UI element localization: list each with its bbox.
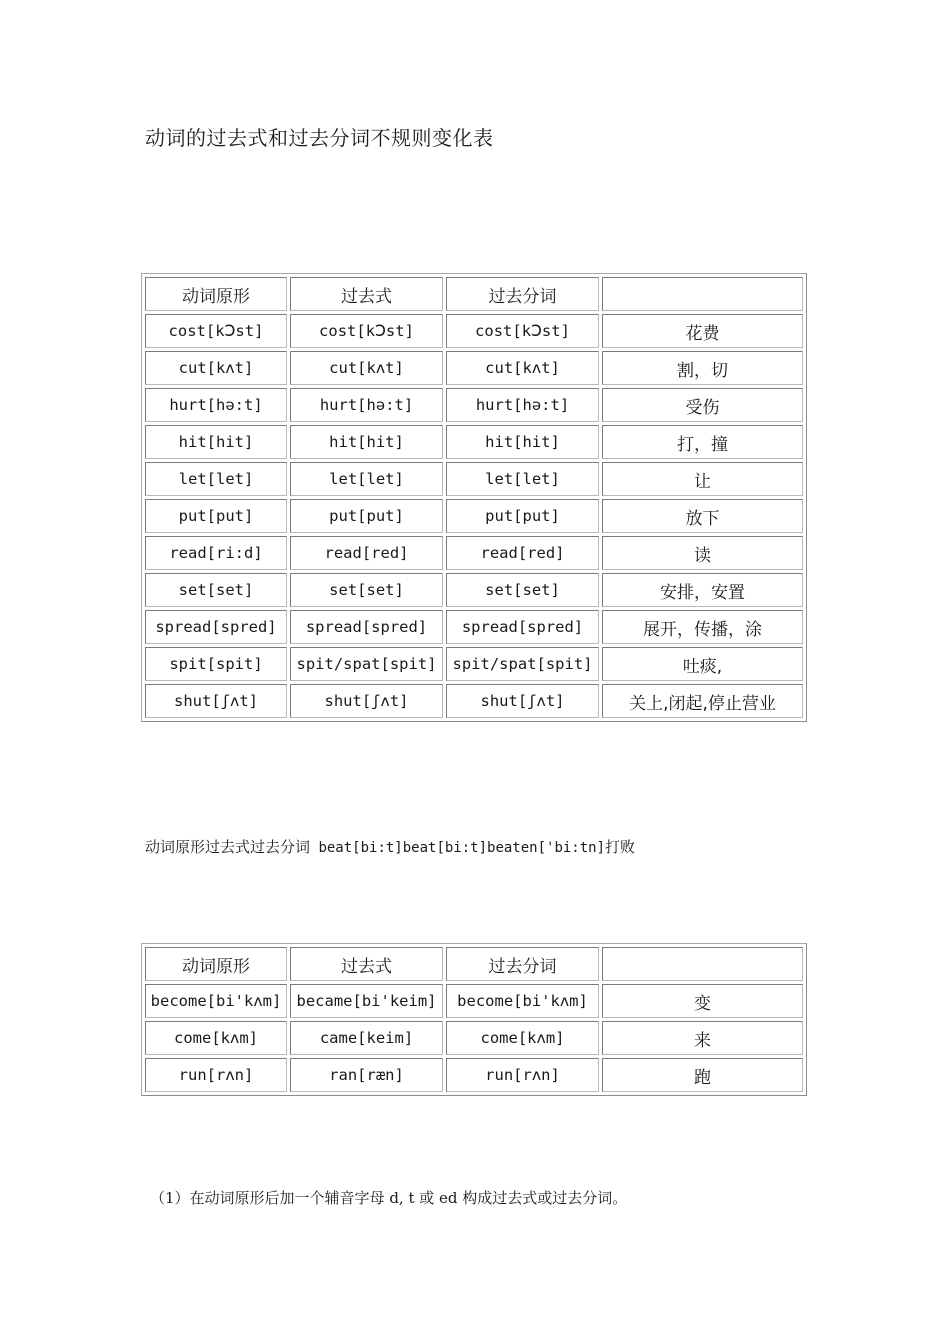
cell-past-participle: set[set] <box>446 573 599 607</box>
cell-base-form: let[let] <box>145 462 287 496</box>
cell-meaning: 变 <box>602 984 803 1018</box>
cell-meaning: 割，切 <box>602 351 803 385</box>
table-row <box>145 984 803 1018</box>
cell-meaning: 受伤 <box>602 388 803 422</box>
cell-meaning: 跑 <box>602 1058 803 1092</box>
cell-past-participle: put[put] <box>446 499 599 533</box>
cell-meaning: 安排，安置 <box>602 573 803 607</box>
cell-past-participle: become[bi'kʌm] <box>446 984 599 1018</box>
header-past-participle: 过去分词 <box>446 947 599 981</box>
cell-past-participle: spit/spat[spit] <box>446 647 599 681</box>
cell-base-form: come[kʌm] <box>145 1021 287 1055</box>
cell-past-tense: hit[hit] <box>290 425 443 459</box>
cell-past-participle: hit[hit] <box>446 425 599 459</box>
cell-past-participle: shut[ʃʌt] <box>446 684 599 718</box>
page-title: 动词的过去式和过去分词不规则变化表 <box>145 126 494 150</box>
header-past-tense: 过去式 <box>290 277 443 311</box>
header-base-form: 动词原形 <box>145 947 287 981</box>
cell-past-participle: cut[kʌt] <box>446 351 599 385</box>
cell-past-tense: read[red] <box>290 536 443 570</box>
cell-meaning: 让 <box>602 462 803 496</box>
header-past-tense: 过去式 <box>290 947 443 981</box>
cell-meaning: 来 <box>602 1021 803 1055</box>
header-base-form: 动词原形 <box>145 277 287 311</box>
cell-base-form: read[ri:d] <box>145 536 287 570</box>
cell-base-form: hurt[hə:t] <box>145 388 287 422</box>
rule-note: （1）在动词原形后加一个辅音字母 d, t 或 ed 构成过去式或过去分词。 <box>150 1189 628 1207</box>
cell-meaning: 吐痰, <box>602 647 803 681</box>
inline-phonetic-forms: beat[bi:t]beat[bi:t]beaten['bi:tn] <box>310 840 606 856</box>
cell-past-participle: come[kʌm] <box>446 1021 599 1055</box>
table-row <box>145 610 803 644</box>
cell-meaning: 花费 <box>602 314 803 348</box>
cell-past-participle: cost[kↃst] <box>446 314 599 348</box>
cell-meaning: 放下 <box>602 499 803 533</box>
table-row <box>145 388 803 422</box>
table-row <box>145 314 803 348</box>
table-header-row <box>145 277 803 311</box>
cell-past-tense: cut[kʌt] <box>290 351 443 385</box>
cell-base-form: spread[spred] <box>145 610 287 644</box>
cell-past-tense: came[keim] <box>290 1021 443 1055</box>
cell-past-tense: shut[ʃʌt] <box>290 684 443 718</box>
cell-past-tense: spread[spred] <box>290 610 443 644</box>
verb-table-2 <box>141 943 807 1096</box>
header-past-participle: 过去分词 <box>446 277 599 311</box>
cell-meaning: 读 <box>602 536 803 570</box>
cell-base-form: hit[hit] <box>145 425 287 459</box>
cell-past-tense: ran[ræn] <box>290 1058 443 1092</box>
table-header-row <box>145 947 803 981</box>
cell-base-form: spit[spit] <box>145 647 287 681</box>
cell-past-tense: let[let] <box>290 462 443 496</box>
cell-base-form: shut[ʃʌt] <box>145 684 287 718</box>
cell-past-tense: hurt[hə:t] <box>290 388 443 422</box>
cell-past-participle: hurt[hə:t] <box>446 388 599 422</box>
cell-base-form: cut[kʌt] <box>145 351 287 385</box>
table-row <box>145 647 803 681</box>
cell-base-form: become[bi'kʌm] <box>145 984 287 1018</box>
inline-meaning: 打败 <box>605 838 636 856</box>
cell-past-tense: spit/spat[spit] <box>290 647 443 681</box>
cell-meaning: 打，撞 <box>602 425 803 459</box>
cell-past-participle: spread[spred] <box>446 610 599 644</box>
beat-example-line <box>145 836 635 857</box>
cell-past-tense: became[bi'keim] <box>290 984 443 1018</box>
table-row <box>145 684 803 718</box>
cell-base-form: set[set] <box>145 573 287 607</box>
header-meaning <box>602 947 803 981</box>
cell-past-participle: let[let] <box>446 462 599 496</box>
table-row <box>145 462 803 496</box>
table-row <box>145 425 803 459</box>
table-row <box>145 1021 803 1055</box>
table-row <box>145 1058 803 1092</box>
inline-chinese-heading: 动词原形过去式过去分词 <box>145 838 311 856</box>
cell-meaning: 关上,闭起,停止营业 <box>602 684 803 718</box>
cell-past-tense: cost[kↃst] <box>290 314 443 348</box>
cell-past-tense: put[put] <box>290 499 443 533</box>
cell-past-tense: set[set] <box>290 573 443 607</box>
header-meaning <box>602 277 803 311</box>
cell-base-form: put[put] <box>145 499 287 533</box>
cell-past-participle: read[red] <box>446 536 599 570</box>
table-row <box>145 351 803 385</box>
cell-base-form: cost[kↃst] <box>145 314 287 348</box>
cell-base-form: run[rʌn] <box>145 1058 287 1092</box>
verb-table-1 <box>141 273 807 722</box>
table-row <box>145 573 803 607</box>
table-row <box>145 536 803 570</box>
table-row <box>145 499 803 533</box>
cell-meaning: 展开，传播，涂 <box>602 610 803 644</box>
cell-past-participle: run[rʌn] <box>446 1058 599 1092</box>
